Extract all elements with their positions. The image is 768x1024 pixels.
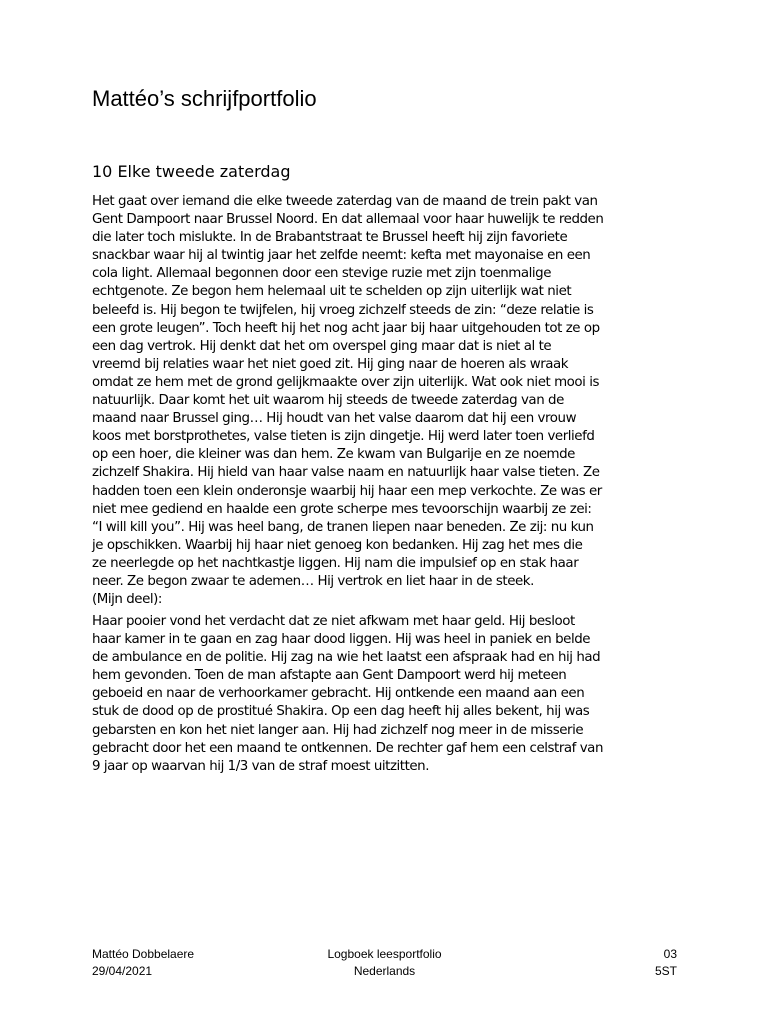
document-title: Mattéo’s schrijfportfolio xyxy=(92,86,317,111)
paragraph-line: hem gevonden. Toen de man afstapte aan Gent Dampoort werd hij meteen xyxy=(92,668,567,684)
footer-subject: Nederlands xyxy=(353,964,416,978)
paragraph-line: echtgenote. Ze begon hem helemaal uit te schelden op zijn uiterlijk wat niet xyxy=(92,284,572,300)
paragraph-line: Gent Dampoort naar Brussel Noord. En dat allemaal voor haar huwelijk te redden xyxy=(92,212,604,228)
paragraph-line: gebarsten en kon het niet langer aan. Hij had zichzelf nog meer in de misserie xyxy=(92,722,584,738)
footer-logbook: Logboek leesportfolio xyxy=(327,947,442,961)
paragraph-line: zichzelf Shakira. Hij hield van haar valse naam en natuurlijk haar valse tieten. Ze xyxy=(92,465,600,481)
paragraph-line: Haar pooier vond het verdacht dat ze niet afkwam met haar geld. Hij besloot xyxy=(92,614,575,629)
label-text: (Mijn deel): xyxy=(92,592,162,607)
paragraph-line: een dag vertrok. Hij denkt dat het om overspel ging maar dat is niet al te xyxy=(92,338,552,354)
paragraph-line: omdat ze hem met de grond gelijkmaakte over zijn uiterlijk. Wat ook niet mooi is xyxy=(92,374,600,390)
paragraph-line: de ambulance en de politie. Hij zag na wie het laatst een afspraak had en hij had xyxy=(92,650,601,666)
paragraph-line: maand naar Brussel ging… Hij houdt van het valse daarom dat hij een vrouw xyxy=(92,411,577,427)
story-paragraph xyxy=(92,193,692,591)
paragraph-line: beleefd is. Hij begon te twijfelen, hij vroeg zichzelf steeds de zin: “deze relatie is xyxy=(92,302,594,318)
paragraph-line: natuurlijk. Daar komt het uit waarom hij steeds de tweede zaterdag van de xyxy=(92,393,564,409)
paragraph-line: neer. Ze begon zwaar te ademen… Hij vertrok en liet haar in de steek. xyxy=(92,573,534,589)
page-footer xyxy=(92,946,677,986)
own-paragraph xyxy=(92,613,692,776)
paragraph-line: Het gaat over iemand die elke tweede zaterdag van de maand de trein pakt van xyxy=(92,194,598,209)
paragraph-line: haar kamer in te gaan en zag haar dood liggen. Hij was heel in paniek en belde xyxy=(92,632,591,648)
paragraph-line: 9 jaar op waarvan hij 1/3 van de straf moest uitzitten. xyxy=(92,758,430,774)
footer-subject-block xyxy=(92,946,677,980)
section-heading: 10 Elke tweede zaterdag xyxy=(92,162,291,181)
paragraph-line: cola light. Allemaal begonnen door een stevige ruzie met zijn toenmalige xyxy=(92,266,551,282)
paragraph-line: die later toch mislukte. In de Brabantstraat te Brussel heeft hij zijn favoriete xyxy=(92,230,568,246)
paragraph-line: een grote leugen”. Toch heeft hij het nog acht jaar bij haar uitgehouden tot ze op xyxy=(92,320,600,336)
paragraph-line: niet mee gediend en haalde een grote scherpe mes tevoorschijn waarbij ze zei: xyxy=(92,501,592,517)
paragraph-line: ze neerlegde op het nachtkastje liggen. Hij nam die impulsief op en stak haar xyxy=(92,555,579,571)
footer-author: Mattéo Dobbelaere xyxy=(92,947,195,961)
paragraph-line: op een hoer, die kleiner was dan hem. Ze kwam van Bulgarije en ze noemde xyxy=(92,447,575,463)
paragraph-line: “I will kill you”. Hij was heel bang, de tranen liepen naar beneden. Ze zij: nu kun xyxy=(92,519,594,535)
paragraph-line: vreemd bij relaties waar het niet goed zit. Hij ging naar de hoeren als wraak xyxy=(92,356,569,372)
paragraph-line: geboeid en naar de verhoorkamer gebracht. Hij ontkende een maand aan een xyxy=(92,686,585,702)
paragraph-line: snackbar waar hij al twintig jaar het zelfde neemt: kefta met mayonaise en een xyxy=(92,248,591,264)
paragraph-line: koos met borstprothetes, valse tieten is zijn dingetje. Hij werd later toen verliefd xyxy=(92,429,595,445)
paragraph-line: je opschikken. Waarbij hij haar niet genoeg kon bedanken. Hij zag het mes die xyxy=(92,537,583,553)
paragraph-line: stuk de dood op de prostitué Shakira. Op een dag heeft hij alles bekent, hij was xyxy=(92,704,590,720)
footer-class: 5ST xyxy=(654,964,677,978)
mijn-deel-label xyxy=(92,591,692,609)
footer-date: 29/04/2021 xyxy=(92,964,153,978)
footer-page-block xyxy=(655,946,677,980)
paragraph-line: hadden toen een klein onderonsje waarbij hij haar een mep verkochte. Ze was er xyxy=(92,483,602,499)
paragraph-line: gebracht door het een maand te ontkennen. De rechter gaf hem een celstraf van xyxy=(92,740,603,756)
footer-page-number: 03 xyxy=(663,947,677,961)
